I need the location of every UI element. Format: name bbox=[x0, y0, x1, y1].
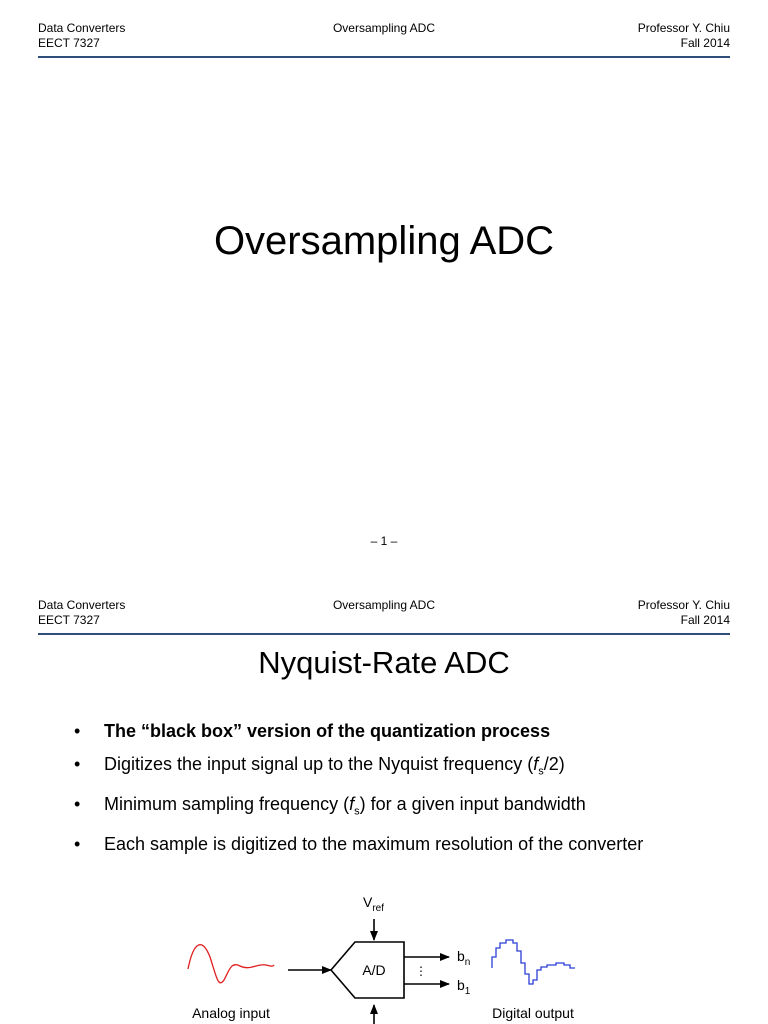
header-topic: Oversampling ADC bbox=[332, 21, 436, 35]
bullet-list bbox=[74, 715, 643, 861]
bullet-text-end: /2) bbox=[543, 753, 565, 774]
bullet-text: Each sample is digitized to the maximum resolution of the converter bbox=[104, 833, 644, 854]
header-term: Fall 2014 bbox=[680, 613, 730, 627]
bullet-item bbox=[74, 715, 643, 748]
bullet-text: Minimum sampling frequency ( bbox=[104, 793, 350, 814]
bullet-item bbox=[74, 788, 643, 828]
bullet-item bbox=[74, 828, 643, 861]
frequency-subscript: s bbox=[538, 765, 544, 778]
bullet-item bbox=[74, 748, 643, 788]
bullet-text-end: ) for a given input bandwidth bbox=[359, 793, 586, 814]
header-instructor: Professor Y. Chiu bbox=[637, 598, 730, 612]
header-course-name: Data Converters bbox=[38, 598, 126, 612]
adc-block-diagram bbox=[0, 877, 768, 1024]
page-number: – 1 – bbox=[370, 534, 398, 548]
digital-waveform bbox=[492, 940, 575, 984]
analog-input-caption: Analog input bbox=[192, 1005, 270, 1021]
lsb-label: $b_1$ bbox=[457, 977, 471, 997]
frequency-symbol: f bbox=[533, 753, 539, 774]
header-course-name: Data Converters bbox=[38, 21, 126, 35]
slide-2 bbox=[0, 577, 768, 1024]
bullet-text: The “black box” version of the quantization process bbox=[104, 721, 551, 741]
slide-title: Oversampling ADC bbox=[213, 219, 555, 263]
analog-waveform bbox=[188, 945, 274, 983]
bits-ellipsis: ⋮ bbox=[415, 964, 427, 978]
digital-output-caption: Digital output bbox=[492, 1005, 574, 1021]
bullet-text: Digitizes the input signal up to the Nyquist frequency ( bbox=[104, 753, 534, 774]
header-divider bbox=[38, 56, 730, 58]
bullet-marker: • bbox=[74, 753, 81, 774]
frequency-symbol: f bbox=[349, 793, 355, 814]
header-divider bbox=[38, 633, 730, 635]
header-topic: Oversampling ADC bbox=[332, 598, 436, 612]
header-course-code: EECT 7327 bbox=[38, 613, 100, 627]
frequency-subscript: s bbox=[354, 805, 360, 818]
header-course-code: EECT 7327 bbox=[38, 36, 100, 50]
header-instructor: Professor Y. Chiu bbox=[637, 21, 730, 35]
vref-label: $V_{ref}$ bbox=[363, 894, 385, 914]
adc-block-label: A/D bbox=[362, 962, 386, 978]
msb-label: $b_n$ bbox=[457, 948, 471, 968]
slide-title: Nyquist-Rate ADC bbox=[258, 645, 510, 680]
bullet-marker: • bbox=[74, 793, 81, 814]
bullet-marker: • bbox=[74, 833, 81, 854]
bullet-marker: • bbox=[74, 721, 81, 741]
header-term: Fall 2014 bbox=[680, 36, 730, 50]
